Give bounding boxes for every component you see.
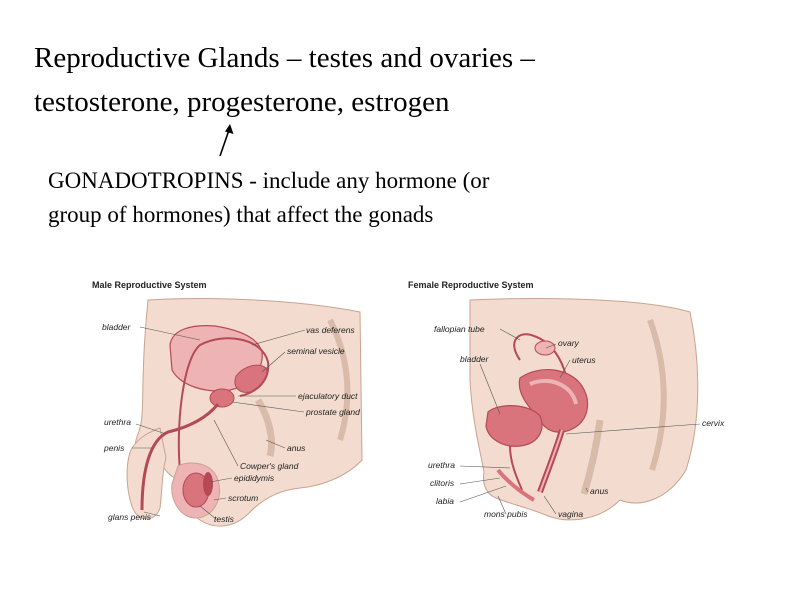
label-ejaculatory-duct: ejaculatory duct <box>298 391 358 401</box>
label-seminal-vesicle: seminal vesicle <box>287 346 345 356</box>
label-anus: anus <box>287 443 306 453</box>
label-cowpers-gland: Cowper's gland <box>240 461 299 471</box>
title-line-2: testosterone, progesterone, estrogen <box>34 86 450 118</box>
label-epididymis: epididymis <box>234 473 275 483</box>
label-prostate-gland: prostate gland <box>306 407 360 417</box>
label-glans-penis: glans penis <box>108 512 152 522</box>
label-testis: testis <box>214 514 234 524</box>
label-scrotum: scrotum <box>228 493 259 503</box>
label-bladder: bladder <box>102 322 131 332</box>
female-ovary-shape <box>535 341 555 355</box>
female-reproductive-diagram <box>408 280 725 520</box>
label-urethra: urethra <box>104 417 131 427</box>
male-reproductive-diagram <box>92 280 362 526</box>
definition-line-2: group of hormones) that affect the gonads <box>48 202 434 227</box>
label-female-bladder: bladder <box>460 354 489 364</box>
label-ovary: ovary <box>558 338 579 348</box>
female-diagram-title: Female Reproductive System <box>408 280 534 290</box>
male-prostate-shape <box>210 389 234 407</box>
label-fallopian-tube: fallopian tube <box>434 324 485 334</box>
label-clitoris: clitoris <box>430 478 455 488</box>
female-bladder-shape <box>486 406 542 447</box>
label-female-urethra: urethra <box>428 460 455 470</box>
label-penis: penis <box>104 443 125 453</box>
label-vagina: vagina <box>558 509 584 519</box>
label-female-anus: anus <box>590 486 609 496</box>
definition-line-1: GONADOTROPINS - include any hormone (or <box>48 168 490 193</box>
label-cervix: cervix <box>702 418 725 428</box>
label-mons-pubis: mons pubis <box>484 509 528 519</box>
male-epididymis-shape <box>203 472 213 496</box>
title-line-1: Reproductive Glands – testes and ovaries – <box>34 42 535 74</box>
label-vas-deferens: vas deferens <box>306 325 355 335</box>
label-uterus: uterus <box>572 355 596 365</box>
male-diagram-title: Male Reproductive System <box>92 280 207 290</box>
male-penis-shape <box>127 428 166 519</box>
label-labia: labia <box>436 496 454 506</box>
